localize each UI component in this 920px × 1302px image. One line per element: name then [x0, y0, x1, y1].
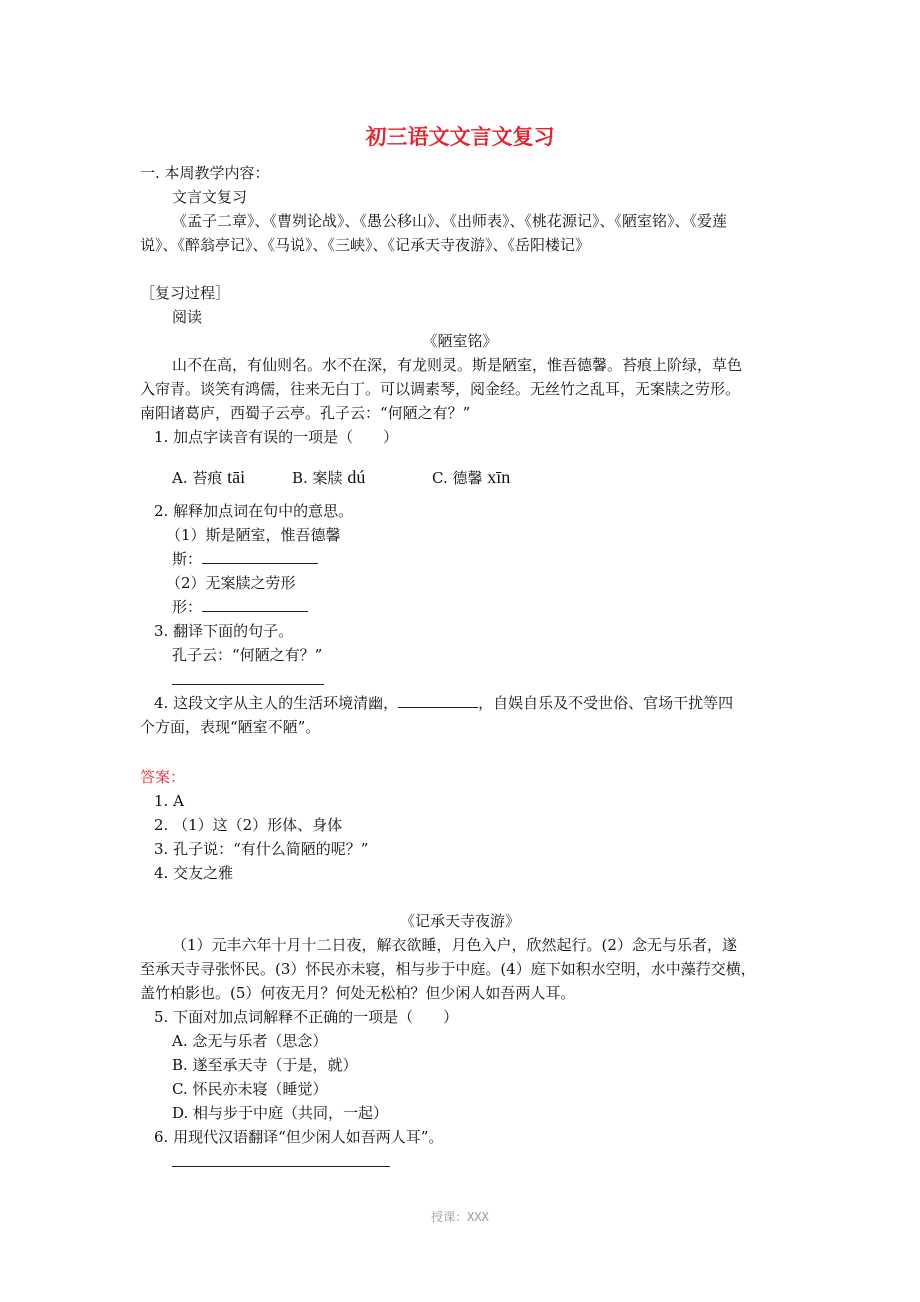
page-title: 初三语文文言文复习	[365, 124, 555, 149]
question-2-item-1: （1）斯是陋室，惟吾德馨	[166, 526, 341, 544]
footer-text: 授课：XXX	[431, 1210, 489, 1224]
option-a: A. 苔痕 tāi	[172, 467, 246, 487]
answer-label: 形：	[172, 596, 308, 618]
answer-item: 1. A	[154, 792, 184, 810]
passage-line: （1）元丰六年十月十二日夜，解衣欲睡，月色入户，欣然起行。(2）念无与乐者，遂	[172, 936, 737, 954]
option-c: C. 怀民亦未寝（睡觉）	[172, 1080, 328, 1098]
question-4: 4. 这段文字从主人的生活环境清幽， ，自娱自乐及不受世俗、官场干扰等四	[154, 694, 734, 712]
question-2: 2. 解释加点词在句中的意思。	[154, 502, 354, 520]
answer-blank[interactable]	[398, 693, 478, 708]
option-a: A. 念无与乐者（思念）	[172, 1032, 328, 1050]
answer-blank[interactable]	[172, 684, 324, 685]
passage-title: 《记承天寺夜游》	[399, 912, 520, 930]
answer-blank[interactable]	[172, 1166, 390, 1167]
answer-blank[interactable]	[202, 597, 308, 612]
section-heading: 一. 本周教学内容：	[140, 164, 270, 182]
answers-label: 答案：	[140, 768, 186, 786]
question-6: 6. 用现代汉语翻译“但少闲人如吾两人耳”。	[154, 1128, 444, 1146]
answer-blank[interactable]	[202, 549, 318, 564]
section-subheading: 文言文复习	[172, 188, 248, 206]
reading-label: 阅读	[172, 308, 203, 326]
text-list-line: 说》、《醉翁亭记》、《马说》、《三峡》、《记承天寺夜游》、《岳阳楼记》	[140, 236, 591, 254]
review-heading: ［复习过程］	[140, 284, 231, 302]
answer-item: 2. （1）这（2）形体、身体	[154, 816, 343, 834]
option-b: B. 遂至承天寺（于是，就）	[172, 1056, 358, 1074]
question-5: 5. 下面对加点词解释不正确的一项是（ ）	[154, 1008, 459, 1026]
passage-line: 山不在高，有仙则名。水不在深，有龙则灵。斯是陋室，惟吾德馨。苔痕上阶绿，草色	[172, 356, 743, 374]
passage-line: 入帘青。谈笑有鸿儒，往来无白丁。可以调素琴，阅金经。无丝竹之乱耳，无案牍之劳形。	[140, 380, 741, 398]
option-c: C. 德馨 xīn	[432, 467, 511, 487]
question-1: 1. 加点字读音有误的一项是（ ）	[154, 428, 399, 446]
answer-item: 4. 交友之雅	[154, 864, 234, 882]
question-1-options	[172, 464, 510, 490]
question-4-line: 个方面，表现“陋室不陋”。	[140, 718, 321, 736]
passage-line: 至承天寺寻张怀民。(3）怀民亦未寝，相与步于中庭。(4）庭下如积水空明，水中藻荇交横，	[140, 960, 756, 978]
passage-line: 盖竹柏影也。(5）何夜无月？何处无松柏？但少闲人如吾两人耳。	[140, 984, 576, 1002]
question-3: 3. 翻译下面的句子。	[154, 622, 294, 640]
text-list-line: 《孟子二章》、《曹刿论战》、《愚公移山》、《出师表》、《桃花源记》、《陋室铭》、《爱莲	[172, 212, 728, 230]
question-3-sentence: 孔子云：“何陋之有？”	[172, 646, 323, 664]
passage-title: 《陋室铭》	[422, 332, 498, 350]
passage-line: 南阳诸葛庐，西蜀子云亭。孔子云：“何陋之有？”	[140, 404, 471, 422]
option-d: D. 相与步于中庭（共同，一起）	[172, 1104, 389, 1122]
answer-label: 斯：	[172, 548, 318, 570]
option-b: B. 案牍 dú	[292, 467, 366, 487]
question-2-item-2: （2）无案牍之劳形	[166, 574, 296, 592]
answer-item: 3. 孔子说：“有什么简陋的呢？”	[154, 840, 369, 858]
